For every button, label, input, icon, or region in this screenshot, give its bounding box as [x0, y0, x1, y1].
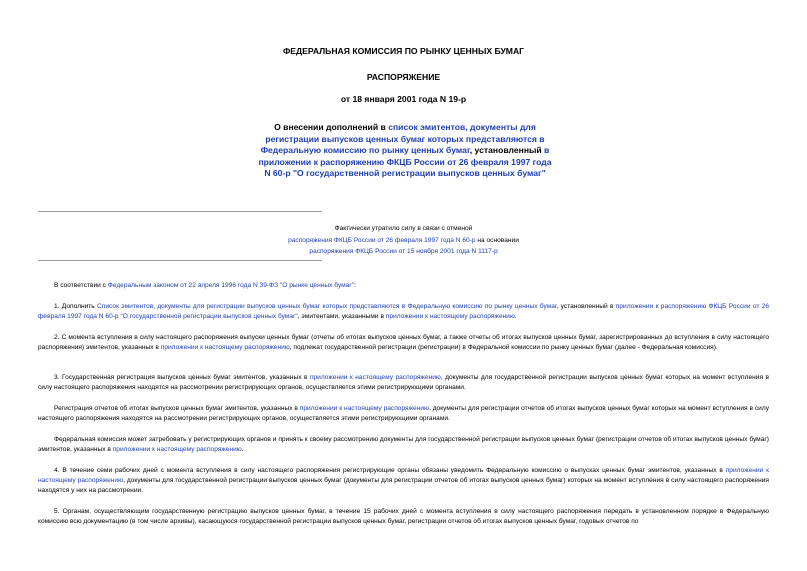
- para-text: , документы для государственной регистрации выпусков ценных бумаг (документы для регистрации отчетов об итогах выпусков ценных бумаг) которых на момент вступления в силу настоящего распоряжения находятся у них на рассмотрении.: [38, 477, 769, 495]
- para-text: .: [514, 313, 517, 321]
- p3-link-appendix[interactable]: приложении к настоящему распоряжению: [309, 374, 441, 381]
- divider-bottom: [38, 260, 322, 261]
- paragraph-7: [38, 507, 769, 527]
- status-note-text: на основании: [475, 236, 519, 244]
- p6-link-appendix[interactable]: приложении к настоящему распоряжению: [38, 467, 769, 485]
- paragraph-6: [38, 466, 769, 497]
- p1-link-appendix-order[interactable]: приложении к распоряжению ФКЦБ России от 26 февраля 1997 года N 60-р "О государственной регистрации выпусков ценных бумаг": [38, 303, 770, 321]
- doc-type-heading: РАСПОРЯЖЕНИЕ: [366, 72, 441, 82]
- status-note-line: [0, 235, 807, 247]
- p1-link-issuers-list[interactable]: Список эмитентов, документы для регистрации выпусков ценных бумаг которых представляются в Федеральную комиссию по рынку ценных бумаг: [97, 303, 557, 310]
- para-text: , документы для регистрации отчетов об итогах выпусков ценных бумаг которых на момент вступления в силу настоящего распоряжения находятся на рассмотрении регистрирующих органов, осуществляется этими регистрирующими органами.: [38, 405, 769, 423]
- p1-link-appendix[interactable]: приложении к настоящему распоряжению: [385, 313, 515, 321]
- para-text: 4. В течение семи рабочих дней с момента вступления в силу настоящего распоряжения регистрирующие органы обязаны уведомить Федеральную комиссию о выпусках ценных бумаг эмитентов, указанных в: [54, 467, 726, 474]
- para-text: 1. Дополнить: [54, 303, 98, 310]
- divider-top: [38, 211, 322, 212]
- title-text: О внесении дополнений в: [274, 122, 389, 132]
- doc-date: от 18 января 2001 года N 19-р: [340, 94, 467, 104]
- status-note: [0, 223, 807, 258]
- para-text: , установленный в: [556, 303, 616, 310]
- status-link-order-1117[interactable]: распоряжения ФКЦБ России от 15 ноября 2001 года N 1117-р: [309, 248, 498, 256]
- title-link-appendix[interactable]: в приложении к распоряжению ФКЦБ России от 26 февраля 1997 года N 60-р "О государственной регистрации выпусков ценных бумаг": [258, 145, 552, 179]
- paragraph-5: [38, 435, 769, 455]
- para-text: 2. С момента вступления в силу настоящего распоряжения выпуски ценных бумаг (отчеты об итогах выпусков ценных бумаг, а также отчеты об итогах выпусков ценных бумаг, зарегистрированных до вступления в силу настоящего распоряжения) эмитентов, указанных в: [38, 334, 769, 352]
- p5-link-appendix[interactable]: приложении к настоящему распоряжению: [112, 446, 242, 454]
- para-text: Федеральная комиссия может затребовать у регистрирующих органов и принять к своему рассмотрению документы для государственной регистрации выпусков ценных бумаг (регистрации отчетов об итогах выпусков ценных бумаг) эмитентов, указанных в: [38, 436, 769, 454]
- status-link-order-60[interactable]: распоряжения ФКЦБ России от 26 февраля 1997 года N 60-р: [288, 236, 476, 244]
- para-text: 3. Государственная регистрация выпусков ценных бумаг эмитентов, указанных в: [54, 374, 310, 381]
- status-note-line: [0, 246, 807, 258]
- intro-link-law[interactable]: Федеральным законом от 22 апреля 1996 года N 39-ФЗ "О рынке ценных бумаг": [107, 282, 355, 289]
- intro-paragraph: [38, 281, 769, 291]
- paragraph-4: [38, 404, 769, 424]
- para-text: В соответствии с: [54, 282, 108, 289]
- para-text: 5. Органам, осуществляющим государственную регистрацию выпусков ценных бумаг, в течение 15 рабочих дней с момента вступления в силу настоящего распоряжения передать в установленном порядке в Федеральную комиссию всю документацию (в том числе архивы), касающуюся государственной регистрации выпусков ценных бумаг, регистрации отчетов об итогах выпусков ценных бумаг, годовых отчетов по: [38, 508, 769, 526]
- paragraph-2: [38, 333, 769, 353]
- para-text: Регистрация отчетов об итогах выпусков ценных бумаг эмитентов, указанных в: [54, 405, 300, 412]
- paragraph-3: [38, 373, 769, 393]
- title-text: , установленный: [469, 145, 545, 156]
- para-text: , подлежат государственной регистрации (регистрации) в Федеральной комиссии по рынку ценных бумаг (далее - Федеральная комиссия).: [289, 344, 718, 352]
- p2-link-appendix[interactable]: приложении к настоящему распоряжению: [160, 344, 290, 352]
- paragraph-1: [38, 302, 769, 322]
- document-title: [255, 122, 555, 180]
- para-text: , документы для государственной регистрации выпусков ценных бумаг которых на момент вступления в силу настоящего распоряжения находятся на рассмотрении регистрирующих органов, осуществляется этими регистрирующими органами.: [38, 374, 769, 392]
- p4-link-appendix[interactable]: приложении к настоящему распоряжению: [299, 405, 429, 412]
- agency-heading: ФЕДЕРАЛЬНАЯ КОМИССИЯ ПО РЫНКУ ЦЕННЫХ БУМАГ: [282, 46, 525, 56]
- status-note-line: Фактически утратило силу в связи с отменой: [334, 225, 473, 232]
- title-link-issuers-list[interactable]: список эмитентов, документы для регистрации выпусков ценных бумаг которых представляются в Федеральную комиссию по рынку ценных бумаг: [260, 122, 545, 156]
- para-text: , эмитентами, указанными в: [297, 313, 386, 321]
- para-text: :: [354, 282, 356, 289]
- para-text: .: [241, 446, 244, 454]
